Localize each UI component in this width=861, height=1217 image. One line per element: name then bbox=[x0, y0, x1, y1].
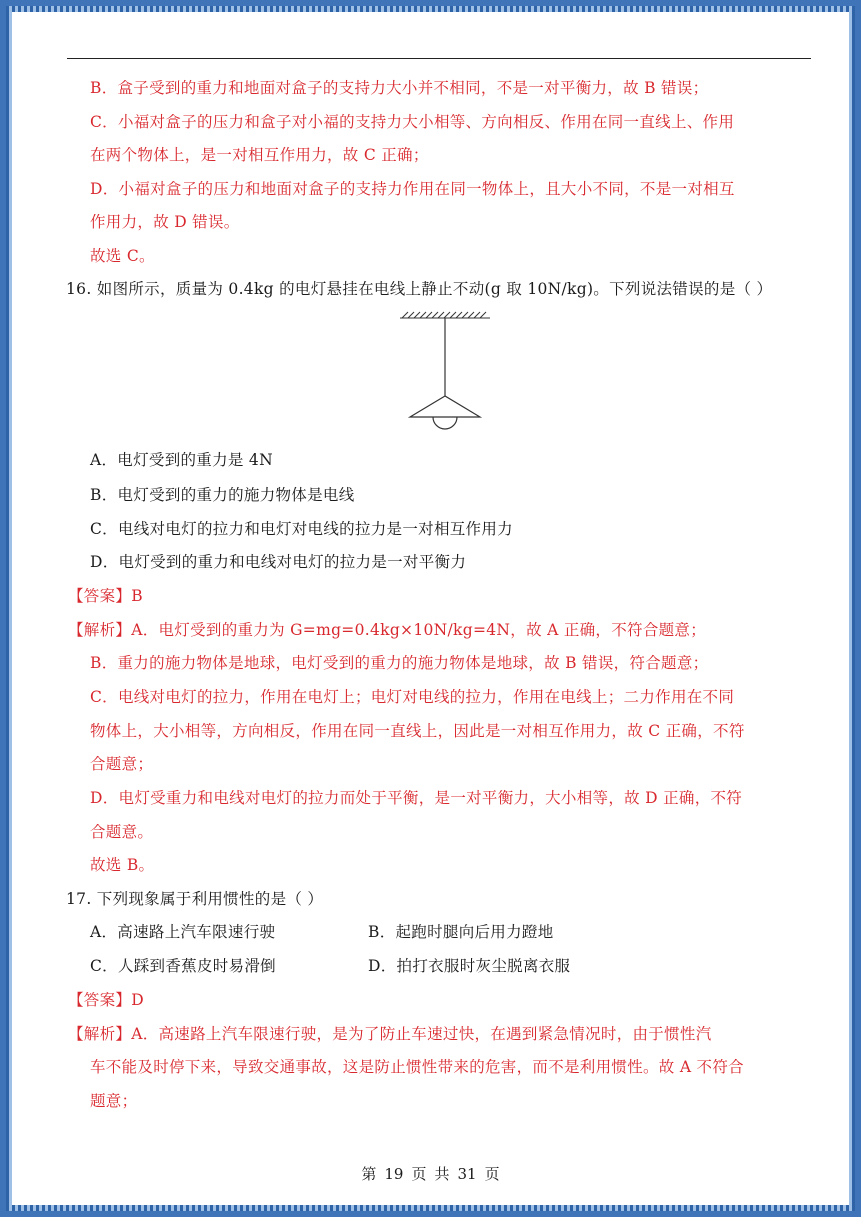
footer-total-pages: 31 bbox=[457, 1165, 477, 1183]
page-border bbox=[6, 6, 855, 1211]
q17-option-d: D．拍打衣服时灰尘脱离衣服 bbox=[368, 957, 571, 975]
q17-analysis-2: 车不能及时停下来，导致交通事故，这是防止惯性带来的危害，而不是利用惯性。故 A 不符合 bbox=[90, 1058, 744, 1076]
header-rule bbox=[67, 58, 811, 59]
q16-analysis-3: C．电线对电灯的拉力，作用在电灯上；电灯对电线的拉力，作用在电线上；二力作用在不同 bbox=[90, 688, 735, 706]
footer-label-total: 共 bbox=[434, 1165, 450, 1183]
q16-option-d: D．电灯受到的重力和电线对电灯的拉力是一对平衡力 bbox=[90, 553, 467, 571]
q16-analysis-5: 合题意； bbox=[90, 755, 154, 773]
q16-option-c: C．电线对电灯的拉力和电灯对电线的拉力是一对相互作用力 bbox=[90, 520, 513, 538]
prev-line-6: 故选 C。 bbox=[90, 247, 155, 265]
prev-line-2: C．小福对盒子的压力和盒子对小福的支持力大小相等、方向相反、作用在同一直线上、作用 bbox=[90, 113, 735, 131]
ceiling-hatch bbox=[400, 312, 490, 318]
q17-analysis-1: 【解析】A．高速路上汽车限速行驶，是为了防止车速过快，在遇到紧急情况时，由于惯性汽 bbox=[68, 1025, 712, 1043]
q17-option-a: A．高速路上汽车限速行驶 bbox=[90, 923, 276, 941]
q16-analysis-4: 物体上，大小相等，方向相反，作用在同一直线上，因此是一对相互作用力，故 C 正确，不符 bbox=[90, 722, 745, 740]
q17-stem: 17. 下列现象属于利用惯性的是（ ） bbox=[66, 890, 324, 908]
q16-analysis-6: D．电灯受重力和电线对电灯的拉力而处于平衡，是一对平衡力，大小相等，故 D 正确，不符 bbox=[90, 789, 743, 807]
q17-analysis-3: 题意； bbox=[90, 1092, 138, 1110]
q17-option-b: B．起跑时腿向后用力蹬地 bbox=[368, 923, 554, 941]
q16-analysis-1: 【解析】A．电灯受到的重力为 G=mg=0.4kg×10N/kg=4N，故 A 正确，不符合题意； bbox=[68, 621, 707, 639]
q16-option-b: B．电灯受到的重力的施力物体是电线 bbox=[90, 486, 355, 504]
prev-line-3: 在两个物体上，是一对相互作用力，故 C 正确； bbox=[90, 146, 429, 164]
footer-label-mid: 页 bbox=[411, 1165, 427, 1183]
q16-option-a: A．电灯受到的重力是 4N bbox=[90, 451, 273, 469]
q16-analysis-8: 故选 B。 bbox=[90, 856, 155, 874]
prev-line-1: B．盒子受到的重力和地面对盒子的支持力大小并不相同，不是一对平衡力，故 B 错误； bbox=[90, 79, 709, 97]
q16-answer: 【答案】B bbox=[68, 587, 143, 605]
q16-analysis-2: B．重力的施力物体是地球，电灯受到的重力的施力物体是地球，故 B 错误，符合题意； bbox=[90, 654, 709, 672]
document-page bbox=[12, 12, 849, 1205]
q17-answer: 【答案】D bbox=[68, 991, 144, 1009]
q17-option-c: C．人踩到香蕉皮时易滑倒 bbox=[90, 957, 276, 975]
prev-line-5: 作用力，故 D 错误。 bbox=[90, 213, 240, 231]
q16-analysis-7: 合题意。 bbox=[90, 823, 154, 841]
prev-line-4: D．小福对盒子的压力和地面对盒子的支持力作用在同一物体上，且大小不同，不是一对相互 bbox=[90, 180, 735, 198]
footer-current-page: 19 bbox=[384, 1165, 404, 1183]
footer-label-end: 页 bbox=[484, 1165, 500, 1183]
footer-label-page: 第 bbox=[361, 1165, 377, 1183]
lamp-shade bbox=[410, 396, 480, 417]
hanging-lamp-figure bbox=[400, 310, 490, 438]
page-footer bbox=[12, 1163, 849, 1184]
bulb bbox=[433, 417, 457, 429]
q16-stem: 16. 如图所示，质量为 0.4kg 的电灯悬挂在电线上静止不动(g 取 10N/kg)。下列说法错误的是（ ） bbox=[66, 280, 773, 298]
